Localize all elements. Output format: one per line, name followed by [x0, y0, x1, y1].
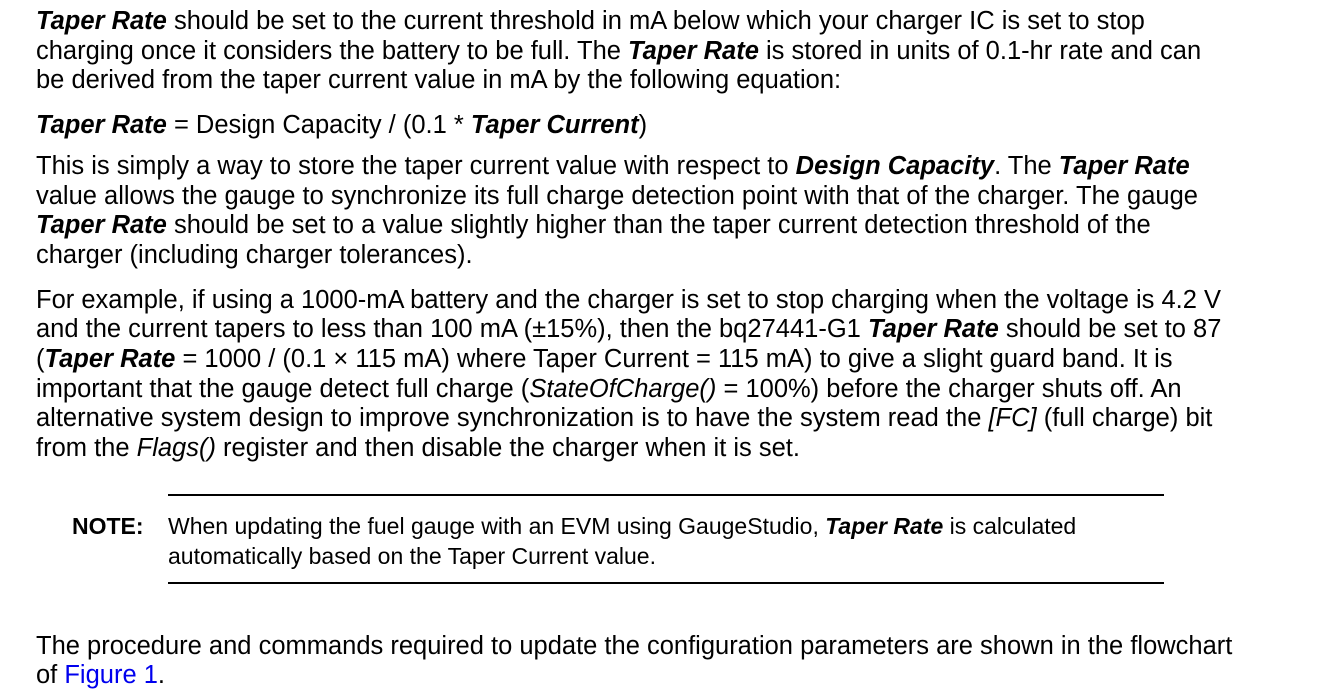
- note-divider-bottom: [168, 582, 1164, 584]
- text-line: automatically based on the Taper Current value.: [168, 543, 656, 569]
- figure-1-link[interactable]: Figure 1: [64, 661, 158, 690]
- text-line: This is simply a way to store the taper current value with respect to Design Capacity. The Taper Rate: [36, 151, 1190, 180]
- text-line: Taper Rate should be set to a value slightly higher than the taper current detection threshold of the: [36, 211, 1151, 240]
- paragraph-design-capacity: [36, 152, 1306, 271]
- text-line: alternative system design to improve synchronization is to have the system read the [FC] (full charge) bit: [36, 404, 1213, 433]
- text-line: value allows the gauge to synchronize its full charge detection point with that of the charger. The gauge: [36, 181, 1198, 210]
- note-label: NOTE:: [72, 513, 144, 539]
- text-line: from the Flags() register and then disable the charger when it is set.: [36, 434, 800, 463]
- note-text: [168, 511, 1076, 571]
- term-taper-rate: Taper Rate: [44, 345, 176, 374]
- text-line: important that the gauge detect full charge (StateOfCharge() = 100%) before the charger shuts off. An: [36, 374, 1182, 403]
- text-line: The procedure and commands required to update the configuration parameters are shown in the flowchart: [36, 631, 1233, 660]
- paragraph-procedure: [36, 632, 1232, 691]
- term-design-capacity: Design Capacity: [795, 151, 995, 180]
- term-taper-rate: Taper Rate: [867, 315, 999, 344]
- text-line: be derived from the taper current value in mA by the following equation:: [36, 66, 842, 95]
- note-divider-top: [168, 494, 1164, 496]
- text-line: of Figure 1.: [36, 661, 165, 690]
- term-taper-current: Taper Current: [470, 111, 639, 140]
- paragraph-example: [36, 286, 1306, 464]
- term-taper-rate: Taper Rate: [36, 7, 167, 35]
- text-line: (Taper Rate = 1000 / (0.1 × 115 mA) where Taper Current = 115 mA) to give a slight guard band. It is: [36, 345, 1173, 374]
- term-taper-rate: Taper Rate: [36, 211, 167, 240]
- paragraph-taper-rate-definition: [36, 7, 1306, 96]
- text-line: and the current tapers to less than 100 mA (±15%), then the bq27441-G1 Taper Rate should be set to 87: [36, 315, 1222, 344]
- term-taper-rate: Taper Rate: [1058, 151, 1190, 180]
- text-line: Taper Rate should be set to the current threshold in mA below which your charger IC is set to stop: [36, 7, 1145, 35]
- document-body: [36, 7, 1306, 479]
- term-flags-register: Flags(): [136, 434, 216, 463]
- equation-taper-rate: [36, 111, 1306, 141]
- term-taper-rate: Taper Rate: [628, 36, 759, 65]
- term-taper-rate: Taper Rate: [825, 513, 944, 539]
- term-taper-rate: Taper Rate: [36, 111, 167, 140]
- term-fc-bit: [FC]: [988, 404, 1037, 433]
- term-state-of-charge: StateOfCharge(): [529, 374, 717, 403]
- text-line: When updating the fuel gauge with an EVM using GaugeStudio, Taper Rate is calculated: [168, 513, 1077, 539]
- text-line: charging once it considers the battery to be full. The Taper Rate is stored in units of 0.1-hr rate and can: [36, 36, 1202, 65]
- text-line: charger (including charger tolerances).: [36, 240, 473, 269]
- text-line: Taper Rate = Design Capacity / (0.1 * Taper Current): [36, 111, 648, 140]
- text-line: For example, if using a 1000-mA battery and the charger is set to stop charging when the voltage is 4.2 V: [36, 285, 1222, 314]
